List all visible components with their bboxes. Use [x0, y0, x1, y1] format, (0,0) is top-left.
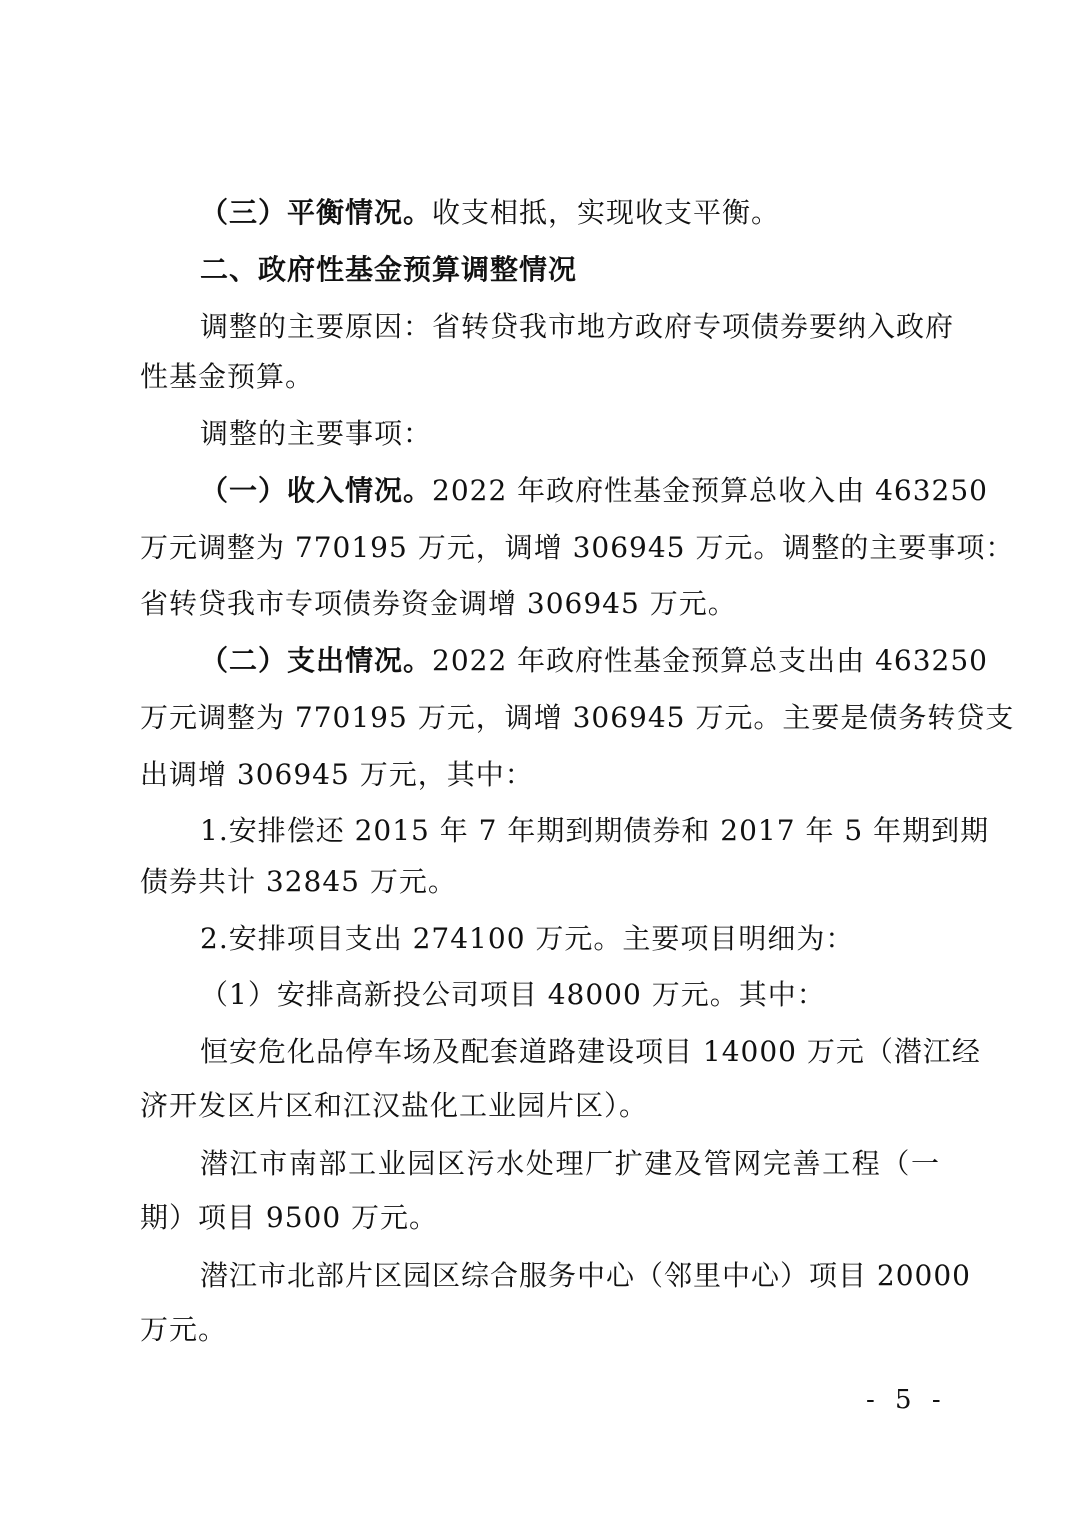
items-heading: 调整的主要事项：: [200, 417, 433, 450]
item1-line-2: 债券共计 32845 万元。: [140, 865, 457, 898]
income-line-1: [200, 471, 988, 511]
reason-line-2: 性基金预算。: [140, 360, 315, 393]
project3-line-1: 潜江市北部片区园区综合服务中心（邻里中心）项目 20000: [200, 1259, 971, 1292]
item2-line-1: 2.安排项目支出 274100 万元。主要项目明细为：: [200, 922, 855, 955]
project3-line-2: 万元。: [140, 1313, 228, 1346]
sub1-line-1: （1）安排高新投公司项目 48000 万元。其中：: [200, 978, 826, 1011]
project2-line-1: 潜江市南部工业园区污水处理厂扩建及管网完善工程（一: [200, 1147, 940, 1180]
balance-paragraph: [200, 193, 940, 233]
expense-line-2: 万元调整为 770195 万元，调增 306945 万元。主要是债务转贷支: [140, 701, 1015, 734]
expense-lead: （二）支出情况。: [200, 644, 433, 677]
expense-line-1-rest: 2022 年政府性基金预算总支出由 463250: [432, 644, 988, 677]
reason-line-1: 调整的主要原因：省转贷我市地方政府专项债券要纳入政府: [200, 310, 955, 343]
project1-line-2: 济开发区片区和江汉盐化工业园片区）。: [140, 1089, 649, 1122]
section-heading: 二、政府性基金预算调整情况: [200, 253, 578, 286]
project2-line-2: 期）项目 9500 万元。: [140, 1201, 439, 1234]
income-line-2: 万元调整为 770195 万元，调增 306945 万元。调整的主要事项：: [140, 531, 1015, 564]
expense-line-3: 出调增 306945 万元，其中：: [140, 758, 534, 791]
income-lead: （一）收入情况。: [200, 474, 433, 507]
item1-line-1: 1.安排偿还 2015 年 7 年期到期债券和 2017 年 5 年期到期: [200, 814, 990, 847]
expense-line-1: [200, 641, 988, 681]
project1-line-1: 恒安危化品停车场及配套道路建设项目 14000 万元（潜江经: [200, 1035, 981, 1068]
income-line-1-rest: 2022 年政府性基金预算总收入由 463250: [432, 474, 988, 507]
balance-text: 收支相抵，实现收支平衡。: [432, 196, 781, 229]
balance-lead: （三）平衡情况。: [200, 196, 433, 229]
page-number: - 5 -: [866, 1385, 947, 1415]
income-line-3: 省转贷我市专项债券资金调增 306945 万元。: [140, 587, 737, 620]
